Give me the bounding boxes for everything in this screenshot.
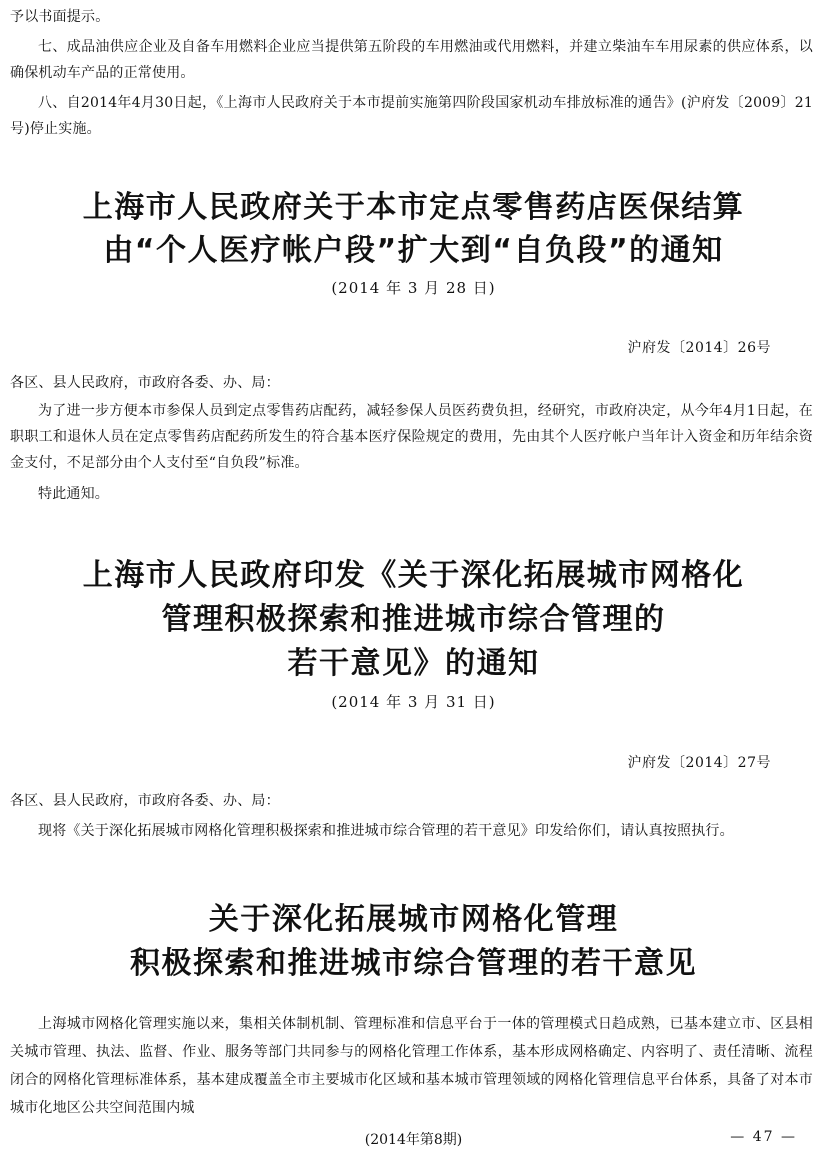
notice-2-addressee: 各区、县人民政府，市政府各委、办、局： xyxy=(10,793,280,809)
intro-paragraph-end: 予以书面提示。 xyxy=(10,9,110,25)
intro-item-eight: 八、自2014年4月30日起，《上海市人民政府关于本市提前实施第四阶段国家机动车排放标准的通告》(沪府发〔2009〕21号)停止实施。 xyxy=(10,95,813,137)
notice-1-body: 为了进一步方便本市参保人员到定点零售药店配药，减轻参保人员医药费负担，经研究，市政府决定，从今年4月1日起，在职职工和退休人员在定点零售药店配药所发生的符合基本医疗保险规定的费用，先由其个人医疗帐户当年计入资金和历年结余资金支付，不足部分由个人支付至“自负段”标准。 xyxy=(10,403,813,471)
notice-1-date: (2014 年 3 月 28 日) xyxy=(331,279,496,297)
notice-2-body: 现将《关于深化拓展城市网格化管理积极探索和推进城市综合管理的若干意见》印发给你们，请认真按照执行。 xyxy=(38,823,734,839)
footer-page-number: — 47 — xyxy=(730,1129,797,1145)
notice-2-document-number: 沪府发〔2014〕27号 xyxy=(627,755,771,771)
notice-1-closing: 特此通知。 xyxy=(38,486,109,502)
notice-1-addressee: 各区、县人民政府，市政府各委、办、局： xyxy=(10,375,280,391)
notice-2-title-line-2: 管理积极探索和推进城市综合管理的 xyxy=(161,602,666,637)
notice-2-title-line-3: 若干意见》的通知 xyxy=(287,646,540,681)
opinions-title-line-2: 积极探索和推进城市综合管理的若干意见 xyxy=(130,946,697,981)
opinions-body: 上海城市网格化管理实施以来，集相关体制机制、管理标准和信息平台于一体的管理模式日趋成熟，已基本建立市、区县相关城市管理、执法、监督、作业、服务等部门共同参与的网格化管理工作体系，基本形成网格确定、内容明了、责任清晰、流程闭合的网格化管理标准体系，基本建成覆盖全市主要城市化区域和基本城市管理领域的网格化管理信息平台体系，具备了对本市城市化地区公共空间范围内城 xyxy=(10,1016,813,1116)
footer-issue-label: (2014年第8期) xyxy=(364,1132,463,1148)
notice-2-date: (2014 年 3 月 31 日) xyxy=(331,693,496,711)
notice-1-title-line-1: 上海市人民政府关于本市定点零售药店医保结算 xyxy=(82,190,745,225)
notice-1-document-number: 沪府发〔2014〕26号 xyxy=(627,340,771,356)
notice-2-title-line-1: 上海市人民政府印发《关于深化拓展城市网格化 xyxy=(82,558,745,593)
opinions-title-line-1: 关于深化拓展城市网格化管理 xyxy=(208,902,619,937)
notice-1-title-line-2: 由“个人医疗帐户段”扩大到“自负段”的通知 xyxy=(103,233,724,268)
intro-item-seven: 七、成品油供应企业及自备车用燃料企业应当提供第五阶段的车用燃油或代用燃料，并建立柴油车车用尿素的供应体系，以确保机动车产品的正常使用。 xyxy=(10,39,813,81)
